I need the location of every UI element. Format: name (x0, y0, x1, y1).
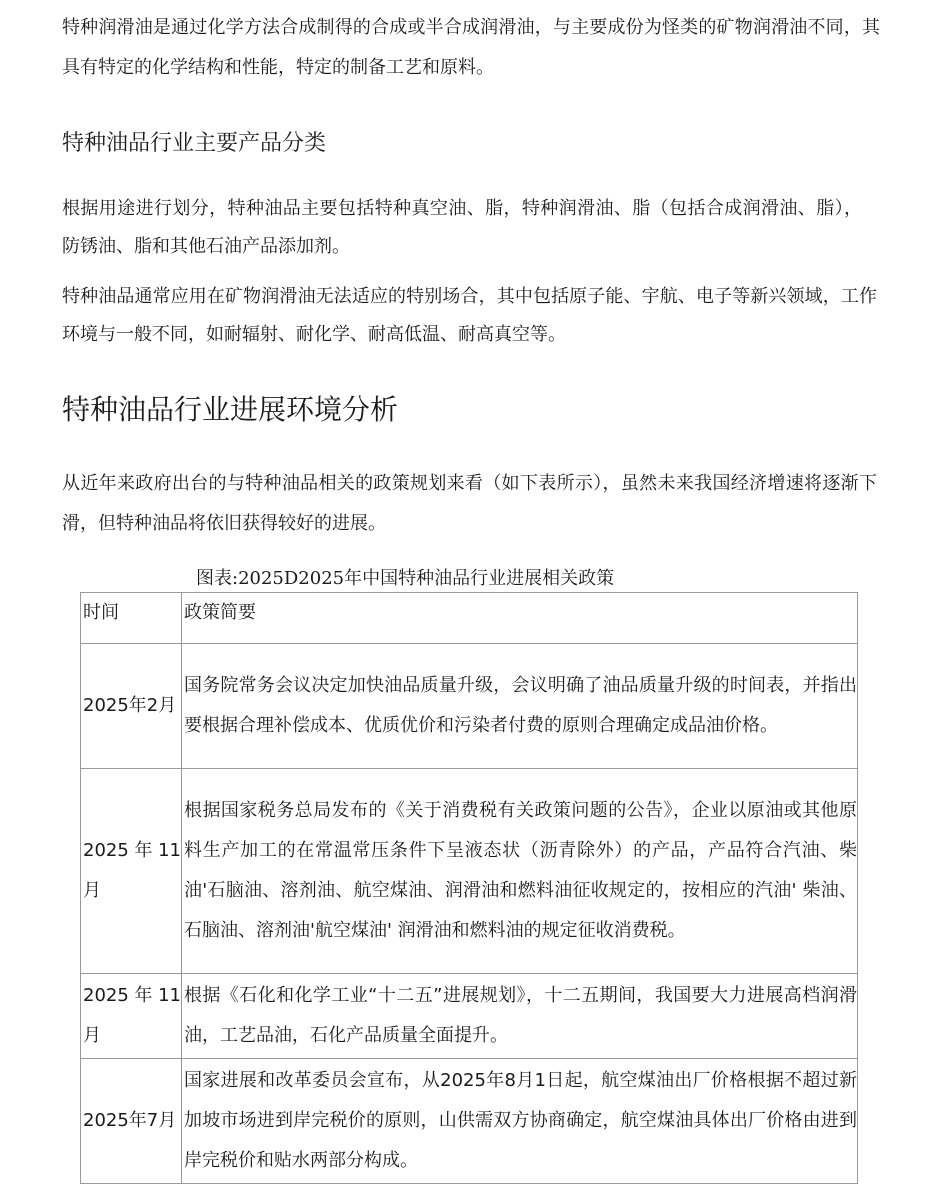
row-time: 2025年11月 (81, 974, 182, 1059)
table-row (81, 644, 858, 769)
table-header-row (81, 593, 858, 644)
row-policy: 国务院常务会议决定加快油品质量升级，会议明确了油品质量升级的时间表，并指出要根据合理补偿成本、优质优价和污染者付费的原则合理确定成品油价格。 (182, 644, 858, 769)
table-caption: 图表:2025D2025年中国特种油品行业进展相关政策 (196, 568, 615, 589)
classification-paragraph: 根据用途进行划分，特种油品主要包括特种真空油、脂，特种润滑油、脂（包括合成润滑油、脂），防锈油、脂和其他石油产品添加剂。 (62, 198, 862, 257)
table-row (81, 769, 858, 974)
header-time: 时间 (81, 593, 182, 644)
table-row (81, 974, 858, 1059)
product-classification-subheading: 特种油品行业主要产品分类 (62, 131, 327, 156)
environment-analysis-heading: 特种油品行业进展环境分析 (62, 393, 399, 426)
row-time: 2025年2月 (81, 644, 182, 769)
row-policy: 根据国家税务总局发布的《关于消费税有关政策问题的公告》，企业以原油或其他原料生产加工的在常温常压条件下呈液态状（沥青除外）的产品，产品符合汽油、柴油'石脑油、溶剂油、航空煤油、润滑油和燃料油征收规定的，按相应的汽油' 柴油、石脑油、溶剂油'航空煤油' 润滑油和燃料油的规定征收消费税。 (182, 769, 858, 974)
policy-table (80, 592, 858, 1184)
row-policy: 根据《石化和化学工业“十二五”进展规划》，十二五期间，我国要大力进展高档润滑油，工艺品油，石化产品质量全面提升。 (182, 974, 858, 1059)
row-time: 2025年11月 (81, 769, 182, 974)
header-policy-summary: 政策简要 (182, 593, 858, 644)
application-paragraph: 特种油品通常应用在矿物润滑油无法适应的特别场合，其中包括原子能、宇航、电子等新兴领域，工作环境与一般不同，如耐辐射、耐化学、耐高低温、耐高真空等。 (62, 286, 877, 345)
policy-intro-paragraph: 从近年来政府出台的与特种油品相关的政策规划来看（如下表所示），虽然未来我国经济增速将逐渐下滑，但特种油品将依旧获得较好的进展。 (62, 473, 877, 534)
row-time: 2025年7月 (81, 1059, 182, 1184)
intro-paragraph: 特种润滑油是通过化学方法合成制得的合成或半合成润滑油，与主要成份为怪类的矿物润滑油不同，其具有特定的化学结构和性能，特定的制备工艺和原料。 (62, 17, 880, 78)
table-row (81, 1059, 858, 1184)
row-policy: 国家进展和改革委员会宣布，从2025年8月1日起，航空煤油出厂价格根据不超过新加坡市场进到岸完税价的原则，山供需双方协商确定，航空煤油具体出厂价格由进到岸完税价和贴水两部分构成。 (182, 1059, 858, 1184)
